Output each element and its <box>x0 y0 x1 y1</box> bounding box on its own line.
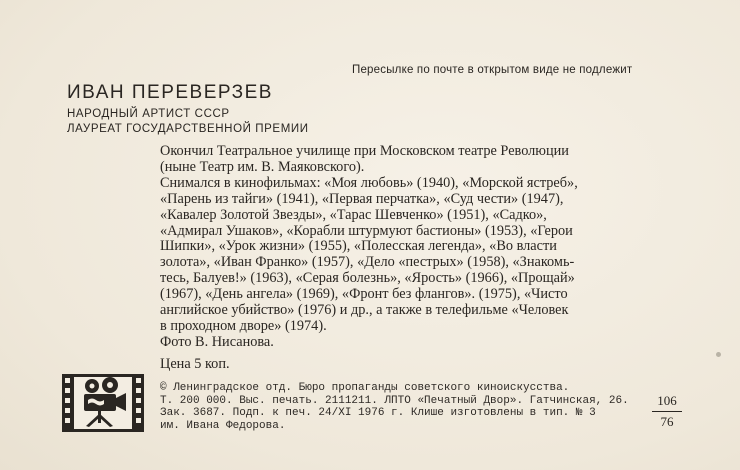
imprint-line: Зак. 3687. Подп. к печ. 24/XI 1976 г. Клише изготовлены в тип. № 3 <box>160 407 596 420</box>
fraction-bottom: 76 <box>660 414 674 429</box>
bio-line: в проходном дворе» (1974). <box>160 317 327 334</box>
imprint-line: Т. 200 000. Выс. печать. 2111211. ЛПТО «Печатный Двор». Гатчинская, 26. <box>160 394 629 407</box>
fraction-top: 106 <box>657 393 677 408</box>
biography <box>160 144 680 351</box>
bio-line: золота», «Иван Франко» (1957), «Дело «пестрых» (1958), «Знакомь- <box>160 254 575 271</box>
film-camera-logo-icon <box>62 374 144 432</box>
fraction-bar <box>652 411 682 412</box>
bio-line: (ныне Театр им. В. Маяковского). <box>160 158 365 175</box>
bio-line: «Адмирал Ушаков», «Корабли штурмуют бастионы» (1953), «Герои <box>160 222 573 239</box>
photo-credit: Фото В. Нисанова. <box>160 333 274 350</box>
actor-name: ИВАН ПЕРЕВЕРЗЕВ <box>67 82 273 103</box>
bio-line: «Кавалер Золотой Звезды», «Тарас Шевченко» (1951), «Садко», <box>160 206 547 223</box>
imprint-line: им. Ивана Федорова. <box>160 419 286 432</box>
bio-line: тесь, Балуев!» (1963), «Серая болезнь», «Ярость» (1966), «Прощай» <box>160 270 575 287</box>
paper-speck <box>716 352 721 357</box>
postal-notice: Пересылке по почте в открытом виде не подлежит <box>352 64 633 76</box>
publisher-imprint <box>160 382 629 432</box>
catalog-fraction <box>652 393 682 430</box>
bio-line: Снимался в кинофильмах: «Моя любовь» (1940), «Морской ястреб», <box>160 174 578 191</box>
bio-line: английское убийство» (1976) и др., а также в телефильме «Человек <box>160 302 569 319</box>
award-title: ЛАУРЕАТ ГОСУДАРСТВЕННОЙ ПРЕМИИ <box>67 123 309 135</box>
price-label: Цена 5 коп. <box>160 356 230 372</box>
honorary-title: НАРОДНЫЙ АРТИСТ СССР <box>67 108 230 120</box>
imprint-line: © Ленинградское отд. Бюро пропаганды советского киноискусства. <box>160 382 570 394</box>
bio-line: Окончил Театральное училище при Московском театре Революции <box>160 143 569 159</box>
bio-line: (1967), «День ангела» (1969), «Фронт без флангов». (1975), «Чисто <box>160 286 568 303</box>
bio-line: Шипки», «Урок жизни» (1955), «Полесская легенда», «Во власти <box>160 238 557 255</box>
bio-line: «Парень из тайги» (1941), «Первая перчатка», «Суд чести» (1947), <box>160 190 564 207</box>
